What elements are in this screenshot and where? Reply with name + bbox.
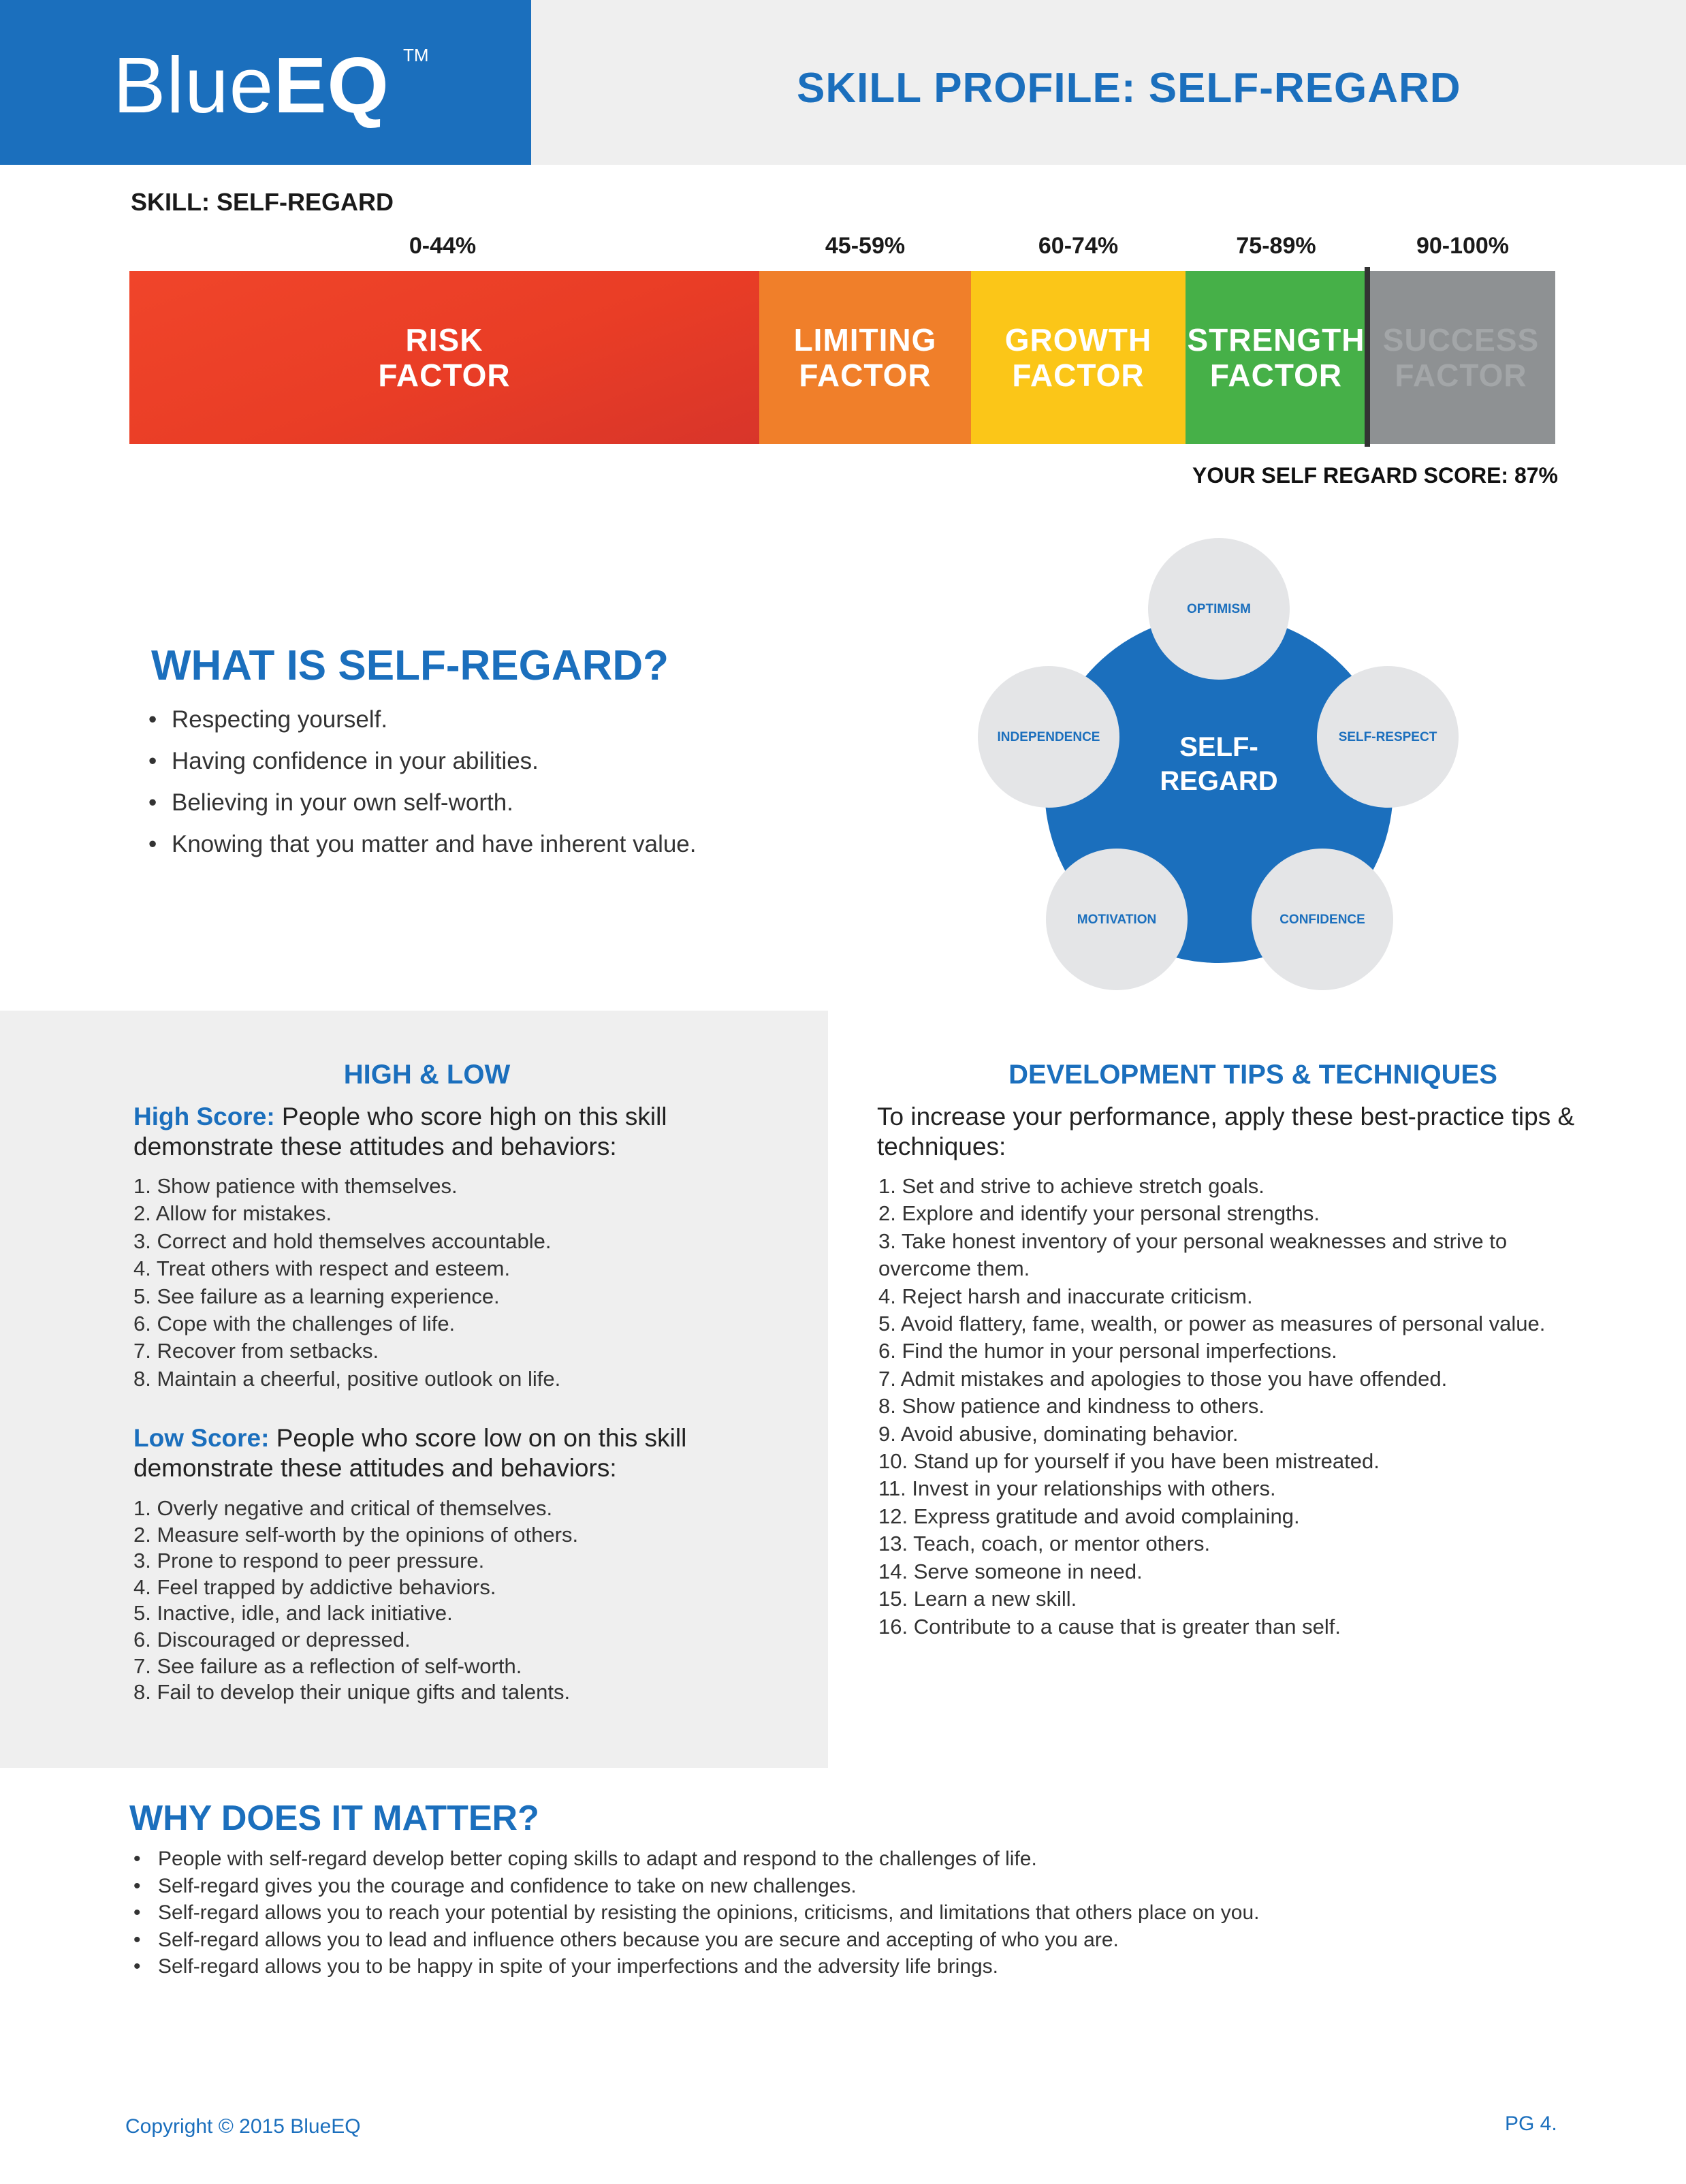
list-item: 7. See failure as a reflection of self-worth.: [133, 1653, 522, 1678]
list-item: 2. Allow for mistakes.: [133, 1201, 332, 1226]
diagram-node-label: SELF-RESPECT: [1338, 730, 1437, 744]
segment-label-line2: FACTOR: [1012, 358, 1145, 393]
high-low-title: HIGH & LOW: [343, 1060, 511, 1090]
segment-label-line2: FACTOR: [799, 358, 932, 393]
range-label-success: 90-100%: [1416, 233, 1510, 259]
list-item: 5. Inactive, idle, and lack initiative.: [133, 1601, 453, 1626]
list-item: 1. Overly negative and critical of themselves.: [133, 1496, 553, 1520]
list-item: • Respecting yourself.: [148, 699, 697, 740]
list-item: 4. Treat others with respect and esteem.: [133, 1256, 511, 1281]
low-score-lead: Low Score:: [133, 1424, 270, 1452]
list-item: 7. Recover from setbacks.: [133, 1339, 379, 1363]
score-text: YOUR SELF REGARD SCORE: 87%: [1192, 463, 1558, 488]
diagram-node-label: INDEPENDENCE: [997, 730, 1100, 744]
development-tips-title: DEVELOPMENT TIPS & TECHNIQUES: [1008, 1060, 1497, 1090]
development-tips-intro: To increase your performance, apply these best-practice tips & techniques:: [877, 1103, 1575, 1160]
list-item: 1. Set and strive to achieve stretch goals.: [878, 1174, 1264, 1198]
low-score-intro: [133, 1423, 760, 1483]
why-matters-list: [133, 1846, 1259, 1980]
list-item: 5. See failure as a learning experience.: [133, 1284, 500, 1308]
diagram-center-label-line1: SELF-: [1179, 732, 1258, 762]
list-item: 6. Cope with the challenges of life.: [133, 1312, 456, 1336]
list-item: • Knowing that you matter and have inherent value.: [148, 823, 697, 865]
why-matters-title: WHY DOES IT MATTER?: [129, 1799, 539, 1838]
diagram-node-label: OPTIMISM: [1187, 602, 1251, 616]
list-item: 6. Discouraged or depressed.: [133, 1627, 411, 1651]
segment-label-line1: GROWTH: [1004, 322, 1152, 358]
high-score-intro: [133, 1102, 760, 1162]
logo: [113, 34, 389, 136]
list-item: • People with self-regard develop better coping skills to adapt and respond to the challenges of life.: [133, 1846, 1259, 1873]
list-item: 11. Invest in your relationships with others.: [878, 1476, 1276, 1501]
segment-limiting-factor: [759, 271, 971, 444]
high-score-list: [133, 1173, 560, 1393]
segment-label-line1: LIMITING: [793, 322, 937, 358]
list-item: 15. Learn a new skill.: [878, 1587, 1077, 1611]
list-item: 7. Admit mistakes and apologies to those you have offended.: [878, 1366, 1448, 1391]
list-item: 16. Contribute to a cause that is greater than self.: [878, 1614, 1341, 1639]
list-item: 6. Find the humor in your personal imperfections.: [878, 1339, 1337, 1363]
low-score-text: People who score low on on this skill demonstrate these attitudes and behaviors:: [133, 1424, 687, 1482]
range-label-limiting: 45-59%: [825, 233, 906, 259]
logo-trademark: TM: [403, 45, 429, 65]
list-item: 2. Explore and identify your personal strengths.: [878, 1201, 1320, 1226]
list-item: 12. Express gratitude and avoid complaining.: [878, 1504, 1300, 1528]
skill-label: SKILL: SELF-REGARD: [131, 188, 394, 216]
list-item: 4. Feel trapped by addictive behaviors.: [133, 1574, 496, 1599]
list-item: 5. Avoid flattery, fame, wealth, or power as measures of personal value.: [878, 1312, 1546, 1336]
range-label-risk: 0-44%: [409, 233, 477, 259]
list-item: 9. Avoid abusive, dominating behavior.: [878, 1421, 1239, 1446]
list-item: 14. Serve someone in need.: [878, 1559, 1143, 1583]
segment-label-line2: FACTOR: [378, 358, 511, 393]
high-score-lead: High Score:: [133, 1103, 275, 1130]
segment-risk-factor: [129, 271, 759, 444]
self-regard-diagram: [967, 531, 1478, 1008]
list-item: 2. Measure self-worth by the opinions of others.: [133, 1522, 579, 1547]
list-item: 8. Fail to develop their unique gifts and talents.: [133, 1680, 571, 1705]
segment-strength-factor: [1186, 271, 1367, 444]
list-item: 8. Maintain a cheerful, positive outlook on life.: [133, 1366, 561, 1391]
score-marker: [1365, 267, 1370, 447]
logo-bold-text: EQ: [274, 41, 389, 129]
list-item: • Self-regard allows you to lead and influence others because you are secure and accepting of who you are.: [133, 1927, 1259, 1954]
range-label-growth: 60-74%: [1038, 233, 1119, 259]
segment-growth-factor: [971, 271, 1186, 444]
segment-label-line1: STRENGTH: [1187, 322, 1365, 358]
what-is-title: WHAT IS SELF-REGARD?: [151, 642, 669, 689]
list-item: • Believing in your own self-worth.: [148, 782, 697, 823]
list-item: • Self-regard gives you the courage and confidence to take on new challenges.: [133, 1873, 1259, 1900]
diagram-node-label: CONFIDENCE: [1279, 913, 1365, 927]
list-item: 3. Take honest inventory of your personal weaknesses and strive to overcome them.: [878, 1229, 1508, 1281]
list-item: • Self-regard allows you to be happy in spite of your imperfections and the adversity life brings.: [133, 1953, 1259, 1980]
segment-label-line2: FACTOR: [1395, 358, 1527, 393]
development-tips-list: [878, 1173, 1600, 1641]
copyright-text: Copyright © 2015 BlueEQ: [125, 2115, 361, 2138]
list-item: • Self-regard allows you to reach your potential by resisting the opinions, criticisms, and limitations that others place on you.: [133, 1899, 1259, 1927]
range-label-strength: 75-89%: [1236, 233, 1316, 259]
diagram-center-label-line2: REGARD: [1160, 766, 1278, 796]
segment-success-factor: [1367, 271, 1555, 444]
segment-label-line2: FACTOR: [1209, 358, 1343, 393]
list-item: 13. Teach, coach, or mentor others.: [878, 1532, 1211, 1556]
list-item: 3. Correct and hold themselves accountable.: [133, 1229, 552, 1253]
low-score-list: [133, 1495, 578, 1706]
skill-score-bar: [129, 271, 1555, 444]
list-item: • Having confidence in your abilities.: [148, 740, 697, 782]
page-title: SKILL PROFILE: SELF-REGARD: [797, 65, 1461, 112]
list-item: 8. Show patience and kindness to others.: [878, 1394, 1264, 1419]
logo-light-text: Blue: [113, 41, 274, 129]
segment-label-line1: RISK: [405, 322, 483, 358]
diagram-node-label: MOTIVATION: [1077, 913, 1157, 927]
segment-label-line1: SUCCESS: [1382, 322, 1540, 358]
list-item: 1. Show patience with themselves.: [133, 1174, 458, 1198]
page-number: PG 4.: [1505, 2112, 1557, 2135]
what-is-list: [148, 699, 697, 865]
list-item: 10. Stand up for yourself if you have been mistreated.: [878, 1449, 1380, 1474]
list-item: 3. Prone to respond to peer pressure.: [133, 1549, 485, 1573]
list-item: 4. Reject harsh and inaccurate criticism.: [878, 1284, 1253, 1308]
high-score-text: People who score high on this skill demonstrate these attitudes and behaviors:: [133, 1103, 667, 1160]
